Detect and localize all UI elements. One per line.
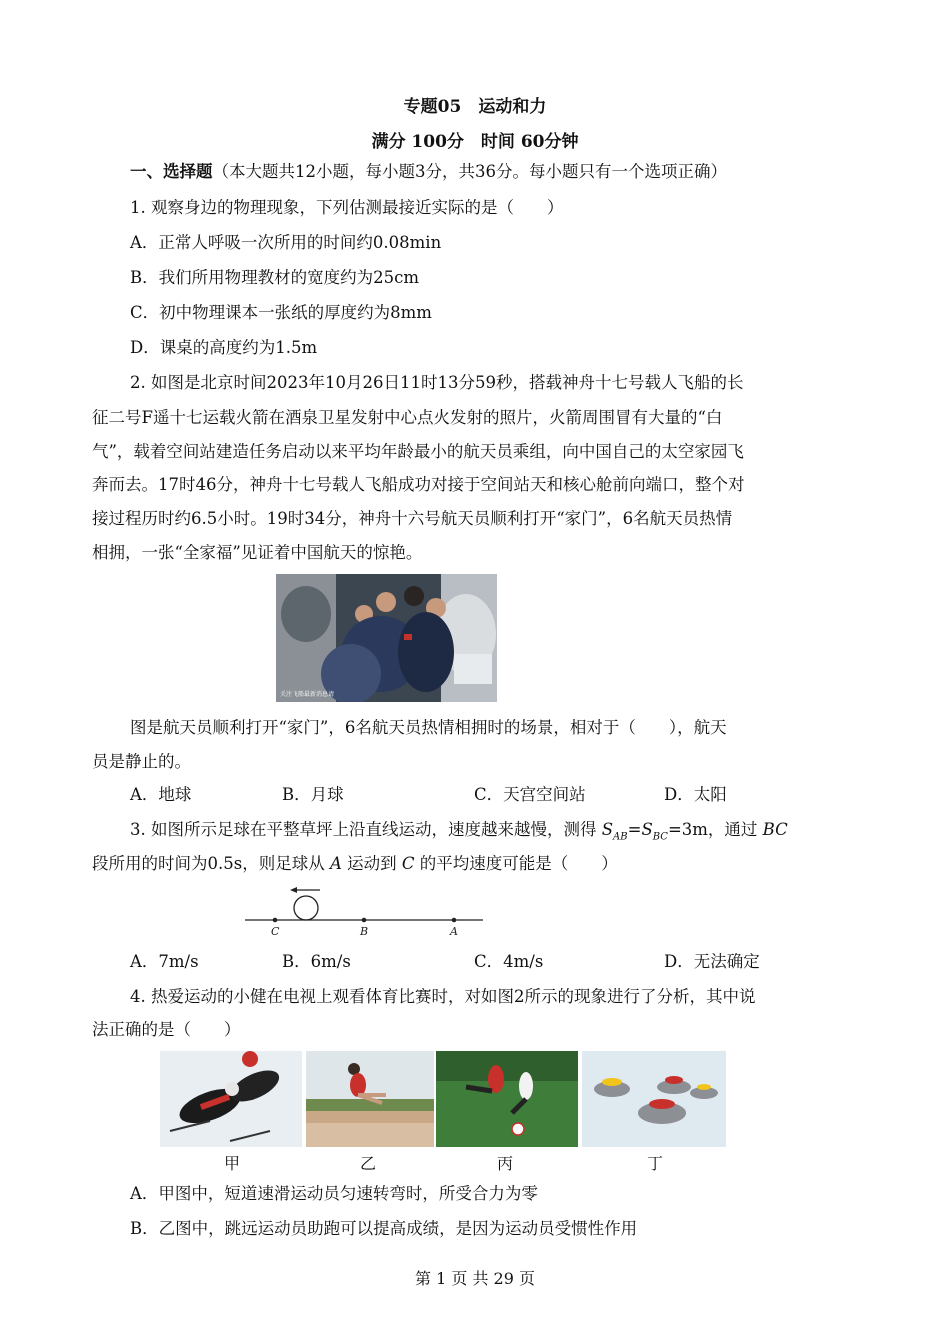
caption-jia: 甲 <box>224 1154 241 1173</box>
astronauts-photo-art <box>276 574 497 702</box>
q3-eq: = <box>627 820 642 839</box>
q3-point-a-ref: A <box>329 854 342 873</box>
q1-option-c: C．初中物理课本一张纸的厚度约为8mm <box>130 303 432 322</box>
q3-line-1 <box>130 818 788 849</box>
point-b-dot <box>362 918 367 923</box>
q4-option-b: B．乙图中，跳远运动员助跑可以提高成绩，是因为运动员受惯性作用 <box>130 1219 638 1238</box>
q3-option-c: C．4m/s <box>474 952 544 971</box>
ball-icon <box>294 896 318 920</box>
q3-s-ab: S <box>601 820 614 839</box>
q3-text-a: 3. 如图所示足球在平整草坪上沿直线运动，速度越来越慢，测得 <box>130 820 602 839</box>
q2-line-4: 奔而去。17时46分，神舟十七号载人飞船成功对接于空间站天和核心舱前向端口，整个对 <box>92 475 745 494</box>
caption-ding: 丁 <box>647 1154 664 1173</box>
q3-option-d: D．无法确定 <box>664 952 760 971</box>
astronauts-photo <box>276 574 497 702</box>
left-arrow-icon <box>290 887 297 893</box>
caption-bing: 丙 <box>497 1154 514 1173</box>
q3-option-b: B．6m/s <box>282 952 351 971</box>
point-b-label: B <box>360 925 369 938</box>
q2-sub-line-1: 图是航天员顺利打开“家门”，6名航天员热情相拥时的场景，相对于（ ），航天 <box>130 718 727 737</box>
q3-s-ab-sub: AB <box>613 831 628 843</box>
q1-option-b: B．我们所用物理教材的宽度约为25cm <box>130 268 420 287</box>
caption-yi: 乙 <box>360 1154 377 1173</box>
q1-option-a: A．正常人呼吸一次所用的时间约0.08min <box>130 233 442 252</box>
long-jump-photo <box>306 1051 434 1147</box>
page-title: 专题05 运动和力 <box>403 97 547 117</box>
q2-line-1: 2. 如图是北京时间2023年10月26日11时13分59秒，搭载神舟十七号载人飞船的长 <box>130 373 744 392</box>
speed-skating-photo <box>160 1051 302 1147</box>
q4-line-2: 法正确的是（ ） <box>92 1020 241 1039</box>
q2-line-2: 征二号F遥十七运载火箭在酒泉卫星发射中心点火发射的照片，火箭周围冒有大量的“白 <box>92 408 723 427</box>
q1-stem: 1. 观察身边的物理现象，下列估测最接近实际的是（ ） <box>130 198 564 217</box>
q2-line-3: 气”，载着空间站建造任务启动以来平均年龄最小的航天员乘组，向中国自己的太空家园飞 <box>92 442 744 461</box>
q3-text-e: 的平均速度可能是（ ） <box>414 854 618 873</box>
soccer-photo <box>436 1051 578 1147</box>
q3-line-2 <box>92 852 618 876</box>
section-note: （本大题共12小题，每小题3分，共36分。每小题只有一个选项正确） <box>212 162 727 181</box>
page-footer: 第 1 页 共 29 页 <box>415 1269 535 1288</box>
q2-option-c: C．天宫空间站 <box>474 785 586 804</box>
q4-line-1: 4. 热爱运动的小健在电视上观看体育比赛时，对如图2所示的现象进行了分析，其中说 <box>130 987 756 1006</box>
q3-text-c: 段所用的时间为0.5s，则足球从 <box>92 854 330 873</box>
q2-sub-line-2: 员是静止的。 <box>92 752 191 771</box>
photo-caption: 关注飞船最新消息请 <box>280 691 335 698</box>
q2-option-d: D．太阳 <box>664 785 727 804</box>
section-label: 一、选择题 <box>130 162 213 181</box>
q2-line-6: 相拥，一张“全家福”见证着中国航天的惊艳。 <box>92 543 423 562</box>
q1-option-d: D．课桌的高度约为1.5m <box>130 338 318 357</box>
q3-diagram <box>240 884 490 940</box>
q3-option-a: A．7m/s <box>130 952 199 971</box>
q2-option-b: B．月球 <box>282 785 344 804</box>
q2-line-5: 接过程历时约6.5小时。19时34分，神舟十六号航天员顺利打开“家门”，6名航天员热情 <box>92 509 733 528</box>
point-a-label: A <box>450 925 458 938</box>
point-c-label: C <box>271 925 280 938</box>
q3-s-bc: S <box>641 820 653 839</box>
q3-text-b: =3m，通过 <box>667 820 763 839</box>
q3-point-c-ref: C <box>401 854 415 873</box>
q3-bc: BC <box>762 820 788 839</box>
q3-text-d: 运动到 <box>341 854 402 873</box>
q3-s-bc-sub: BC <box>652 831 668 843</box>
page-subtitle: 满分 100分 时间 60分钟 <box>371 132 579 152</box>
q2-option-a: A．地球 <box>130 785 192 804</box>
point-c-dot <box>273 918 278 923</box>
q4-option-a: A．甲图中，短道速滑运动员匀速转弯时，所受合力为零 <box>130 1184 538 1203</box>
section-heading <box>130 160 727 184</box>
point-a-dot <box>452 918 457 923</box>
curling-photo <box>582 1051 726 1147</box>
